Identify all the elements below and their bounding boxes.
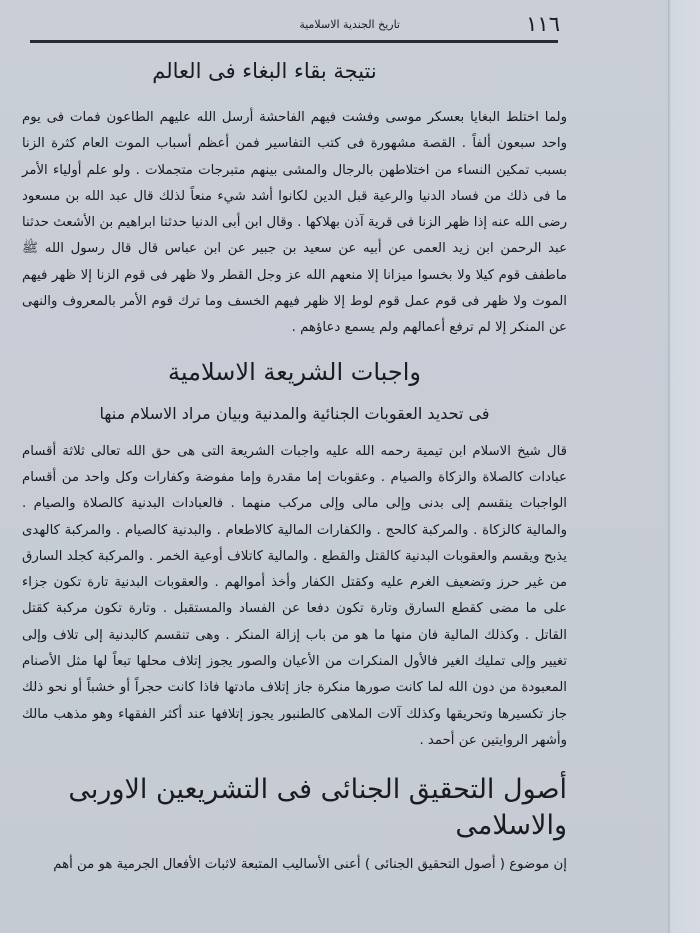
paragraph-2: قال شيخ الاسلام ابن تيمية رحمه الله عليه واجبات الشريعة التى هى حق الله تعالى ثلاثة أقسام عبادات كالصلاة والزكاة والصيام . وعقوبات إما مقدرة وإما مفوضة وكفارات وكل واحد من أقسام الواجبات ينقسم إلى بدنى وإلى مالى وإلى مركب منهما . فالعبادات البدنية كالصلاة والصيام . والمالية كالزكاة . والمركبة كالحج . والكفارات المالية كالاطعام . والبدنية كالصيام . والمركبة كالهدى يذبح ويقسم والعقوبات البدنية كالقتل والقطع . والمالية كاتلاف أوعية الخمر . والمركبة كجلد السارق من غير حرز وتضعيف الغرم عليه وكقتل الكفار وأخذ أموالهم . والعقوبات البدنية تارة تكون جزاء على ما مضى كقطع السارق وتارة تكون دفعا عن الفساد والمستقبل . وتارة تكون مركبة كقتل القاتل . وكذلك المالية فان منها ما هو من باب إزالة المنكر . وهى تنقسم كالبدنية إلى تلاف وإلى تغيير وإلى تمليك الغير فالأول المنكرات من الأعيان والصور يجوز إتلاف محلها تبعاً لها مثل الأصنام المعبودة من دون الله لما كانت صورها منكرة جاز إتلاف مادتها فاذا كانت حجراً أو خشباً أو نحو ذلك جاز تكسيرها وتحريقها وكذلك آلات الملاهى كالطنبور يجوز إتلافها عند أكثر الفقهاء وهو مذهب مالك وأشهر الروايتين عن أحمد . [22,443,567,748]
page-edge [668,0,700,933]
section-title-1: نتيجة بقاء البغاء فى العالم [152,59,377,83]
section-title-2: واجبات الشريعة الاسلامية [167,357,421,386]
page-number: ١١٦ [526,12,560,36]
section-title-3: أصول التحقيق الجنائى فى التشريعين الاوربى والاسلامى [68,774,567,842]
page-content [22,55,567,879]
paragraph-3: إن موضوع ( أصول التحقيق الجنائى ) أعنى الأساليب المتبعة لاثبات الأفعال الجرمية هو من أهم [53,857,567,873]
running-header [30,10,560,38]
section-subtitle-2: فى تحديد العقوبات الجنائية والمدنية وبيان مراد الاسلام منها [99,403,490,423]
paragraph-1: ولما اختلط البغايا بعسكر موسى وفشت فيهم الفاحشة أرسل الله عليهم الطاعون فمات فى يوم واحد سبعون ألفاً . القصة مشهورة فى كتب التفاسير فمن أعظم أسباب الموت العام كثرة الزنا بسبب تمكين النساء من اختلاطهن بالرجال والمشى بينهم متبرجات متجملات . ولو علم أولياء الأمر ما فى ذلك من فساد الدنيا والرعية قبل الدين لكانوا أشد شيء منعاً لذلك قال عبد الله بن مسعود رضى الله عنه إذا ظهر الزنا فى قرية آذن بهلاكها . وقال ابن أبى الدنيا حدثنا ابراهيم بن الأشعث حدثنا عبد الرحمن ابن زيد العمى عن أبيه عن سعيد بن جبير عن ابن عباس قال قال رسول الله ﷺ ماطفف قوم كيلا ولا بخسوا ميزانا إلا منعهم الله عز وجل القطر ولا ظهر فى قوم الزنا إلا ظهر فيهم الموت ولا ظهر فى قوم عمل قوم لوط إلا ظهر فيهم الخسف وما ترك قوم الأمر بالمعروف والنهى عن المنكر إلا لم ترفع أعمالهم ولم يسمع دعاؤهم . [22,110,567,336]
header-rule [30,40,558,43]
running-title: تاريخ الجندية الاسلامية [299,18,400,31]
